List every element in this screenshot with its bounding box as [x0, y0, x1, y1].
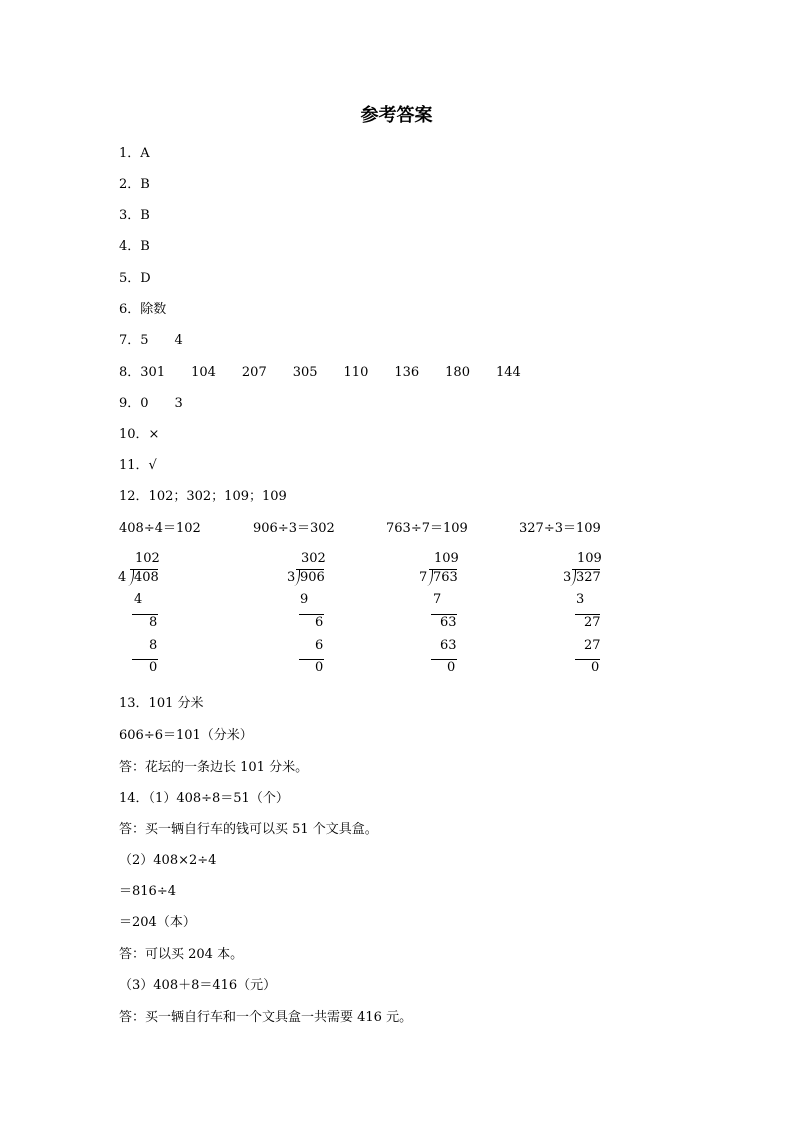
step-product: 27	[584, 638, 601, 653]
step-remainder: 8	[149, 615, 158, 630]
quotient: 302	[301, 551, 326, 566]
final-remainder: 0	[149, 660, 158, 675]
dividend: 408	[134, 570, 159, 585]
answer-4: 4．B	[119, 239, 150, 254]
step-product: 63	[440, 638, 457, 653]
division-bracket	[127, 569, 134, 586]
step-product: 4	[134, 592, 143, 607]
answer-10: 10．×	[119, 427, 160, 442]
answer-2: 2．B	[119, 177, 150, 192]
dividend: 906	[300, 570, 325, 585]
q12-equations	[0, 520, 793, 538]
q14-answer-3: 答：买一辆自行车和一个文具盒一共需要 416 元。	[119, 1010, 413, 1025]
divisor: 3	[563, 570, 572, 585]
divisor: 4	[118, 570, 127, 585]
quotient: 109	[434, 551, 459, 566]
divisor: 3	[287, 570, 296, 585]
answer-14-part-2: （2）408×2÷4	[119, 853, 217, 868]
q14-answer-1: 答：买一辆自行车的钱可以买 51 个文具盒。	[119, 822, 378, 837]
answer-14-part-1: 14．（1）408÷8＝51（个）	[119, 791, 289, 806]
quotient: 109	[577, 551, 602, 566]
equation: 763÷7＝109	[386, 521, 468, 536]
q14-answer-2: 答：可以买 204 本。	[119, 947, 244, 962]
answer-6: 6．除数	[119, 302, 167, 317]
page-title: 参考答案	[360, 105, 433, 126]
step-remainder: 27	[584, 615, 601, 630]
q13-answer: 答：花坛的一条边长 101 分米。	[119, 760, 309, 775]
divisor: 7	[419, 570, 428, 585]
answer-9: 9．0 3	[119, 396, 183, 411]
dividend: 763	[433, 570, 458, 585]
q14-step: ＝204（本）	[119, 915, 196, 930]
answer-12: 12．102；302；109；109	[119, 489, 287, 504]
step-product: 7	[433, 592, 442, 607]
answer-5: 5．D	[119, 271, 151, 286]
long-division	[287, 551, 347, 681]
answer-7: 7．5 4	[119, 333, 183, 348]
equation: 906÷3＝302	[253, 521, 335, 536]
step-remainder: 63	[440, 615, 457, 630]
answer-8: 8．301 104 207 305 110 136 180 144	[119, 365, 521, 380]
answer-3: 3．B	[119, 208, 150, 223]
answer-11: 11．√	[119, 458, 157, 473]
step-product: 6	[315, 638, 324, 653]
equation: 408÷4＝102	[119, 521, 201, 536]
step-product: 8	[149, 638, 158, 653]
q13-equation: 606÷6＝101（分米）	[119, 728, 253, 743]
long-division	[563, 551, 623, 681]
answer-1: 1．A	[119, 146, 150, 161]
final-remainder: 0	[591, 660, 600, 675]
final-remainder: 0	[315, 660, 324, 675]
answer-13: 13．101 分米	[119, 696, 204, 711]
final-remainder: 0	[447, 660, 456, 675]
answer-14-part-3: （3）408＋8＝416（元）	[119, 978, 277, 993]
step-product: 3	[576, 592, 585, 607]
q14-step: ＝816÷4	[119, 884, 176, 899]
equation: 327÷3＝109	[519, 521, 601, 536]
quotient: 102	[135, 551, 160, 566]
step-remainder: 6	[315, 615, 324, 630]
long-division	[419, 551, 479, 681]
long-division	[118, 551, 178, 681]
dividend: 327	[576, 570, 601, 585]
step-product: 9	[300, 592, 309, 607]
